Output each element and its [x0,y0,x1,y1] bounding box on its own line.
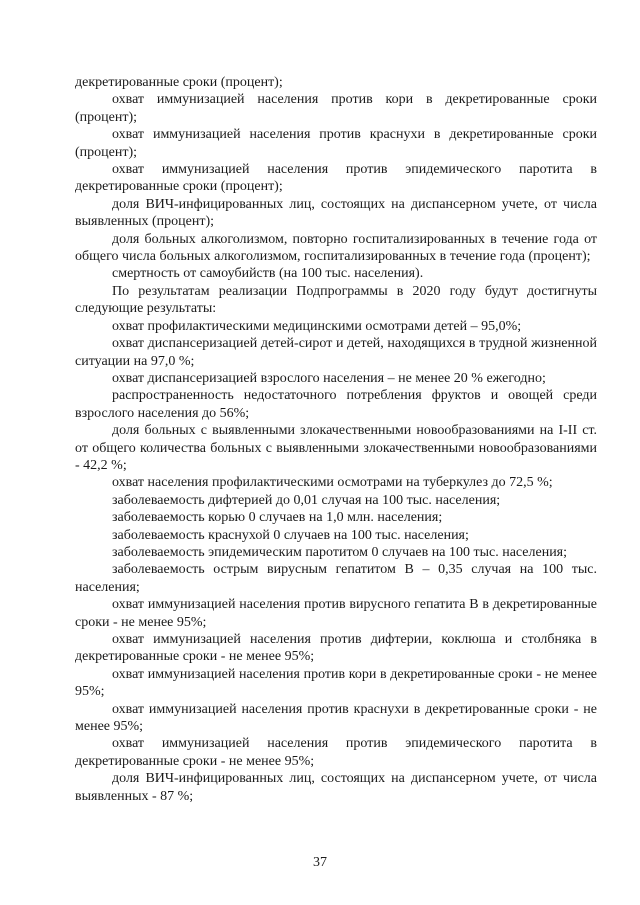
paragraph: По результатам реализации Подпрограммы в 2020 году будут достигнуты следующие результаты: [75,283,597,317]
paragraph: охват населения профилактическими осмотрами на туберкулез до 72,5 %; [112,475,553,491]
paragraph: заболеваемость эпидемическим паротитом 0 случаев на 100 тыс. населения; [112,544,568,560]
paragraph: заболеваемость острым вирусным гепатитом В – 0,35 случая на 100 тыс. населения; [75,562,597,595]
paragraph: заболеваемость дифтерией до 0,01 случая на 100 тыс. населения; [112,492,501,508]
paragraph: доля больных алкоголизмом, повторно госпитализированных в течение года от общего числа больных алкоголизмом, госпитализированных в течение года (процент); [75,231,597,265]
paragraph: охват иммунизацией населения против эпидемического паротита в декретированные сроки - не менее 95%; [75,736,597,769]
paragraph: охват диспансеризацией взрослого населения – не менее 20 % ежегодно; [112,370,546,386]
paragraph: доля ВИЧ-инфицированных лиц, состоящих на диспансерном учете, от числа выявленных - 87 %; [75,771,597,804]
paragraph: заболеваемость краснухой 0 случаев на 100 тыс. населения; [112,527,469,543]
paragraph: охват иммунизацией населения против краснухи в декретированные сроки (процент); [75,127,597,160]
document-body [75,74,597,805]
paragraph: охват иммунизацией населения против кори в декретированные сроки (процент); [75,92,597,125]
paragraph: декретированные сроки (процент); [75,75,283,90]
paragraph: охват иммунизацией населения против дифтерии, коклюша и столбняка в декретированные сроки - не менее 95%; [75,632,597,665]
paragraph: заболеваемость корью 0 случаев на 1,0 млн. населения; [112,510,443,526]
paragraph: охват иммунизацией населения против эпидемического паротита в декретированные сроки (процент); [75,162,597,195]
paragraph: охват профилактическими медицинскими осмотрами детей – 95,0%; [112,318,522,334]
paragraph: доля ВИЧ-инфицированных лиц, состоящих на диспансерном учете, от числа выявленных (процент); [75,196,597,230]
paragraph: доля больных с выявленными злокачественными новообразованиями на I-II ст. от общего количества больных с выявленными злокачественными новообразованиями - 42,2 %; [75,423,597,473]
paragraph: смертность от самоубийств (на 100 тыс. населения). [112,266,424,282]
page-number: 37 [313,855,327,870]
paragraph: распространенность недостаточного потребления фруктов и овощей среди взрослого населения до 56%; [75,388,597,421]
paragraph: охват иммунизацией населения против кори в декретированные сроки - не менее 95%; [75,666,597,700]
paragraph: охват иммунизацией населения против вирусного гепатита В в декретированные сроки - не менее 95%; [75,597,597,630]
paragraph: охват диспансеризацией детей-сирот и детей, находящихся в трудной жизненной ситуации на 97,0 %; [75,336,597,369]
paragraph: охват иммунизацией населения против краснухи в декретированные сроки - не менее 95%; [75,701,597,735]
